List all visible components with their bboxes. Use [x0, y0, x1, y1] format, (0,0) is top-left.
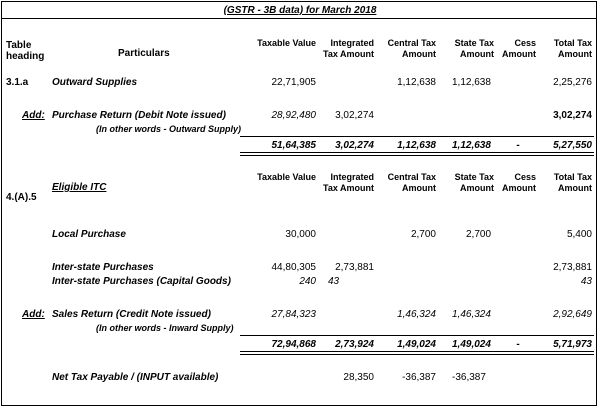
net-tax-label: Net Tax Payable / (INPUT available)	[52, 372, 219, 383]
add-label-1: Add:	[22, 110, 45, 121]
local-total: 5,400	[566, 229, 592, 240]
outward-sgst: 1,12,638	[452, 77, 491, 88]
interstate-label: Inter-state Purchases	[52, 262, 154, 273]
outward-supplies-label: Outward Supplies	[52, 77, 138, 88]
col2-cess: Cess Amount	[502, 172, 536, 193]
interstate-cg-igst: 43	[328, 276, 340, 287]
net-cgst: -36,387	[402, 372, 436, 383]
section1-subtotal-igst: 3,02,274	[335, 140, 374, 151]
section1-subtotal-rule	[240, 136, 594, 137]
section1-subtotal-cess: -	[516, 140, 520, 151]
purchase-return-total: 3,02,274	[553, 110, 592, 121]
interstate-total: 2,73,881	[553, 262, 592, 273]
title-divider	[1, 18, 597, 19]
purchase-return-taxable: 28,92,480	[271, 110, 316, 121]
interstate-cg-total: 43	[580, 276, 592, 287]
col-state-tax: State Tax Amount	[454, 38, 494, 59]
col-central-tax: Central Tax Amount	[387, 38, 436, 59]
section2-double-rule	[240, 351, 594, 355]
interstate-cg-label: Inter-state Purchases (Capital Goods)	[52, 276, 231, 287]
interstate-taxable: 44,80,305	[271, 262, 316, 273]
col2-taxable-value: Taxable Value	[257, 172, 316, 182]
section1-subtotal-taxable: 51,64,385	[271, 140, 316, 151]
col-cess: Cess Amount	[502, 38, 536, 59]
particulars-label: Particulars	[118, 48, 170, 59]
col2-state-tax: State Tax Amount	[454, 172, 494, 193]
sales-return-sgst: 1,46,324	[452, 309, 491, 320]
local-sgst: 2,700	[466, 229, 492, 240]
section2-code: 4.(A).5	[6, 192, 37, 203]
section1-double-rule	[240, 152, 594, 156]
interstate-cg-taxable: 240	[299, 276, 316, 287]
section2-subtotal-rule	[240, 335, 594, 336]
section1-subtotal-total: 5,27,550	[553, 140, 592, 151]
section1-code: 3.1.a	[6, 77, 29, 88]
col2-total-tax: Total Tax Amount	[553, 172, 592, 193]
section2-subtotal-cess: -	[516, 339, 520, 350]
sales-return-total: 2,92,649	[553, 309, 592, 320]
purchase-return-note: (In other words - Outward Supply)	[96, 124, 241, 134]
section2-subtotal-igst: 2,73,924	[335, 339, 374, 350]
purchase-return-igst: 3,02,274	[335, 110, 374, 121]
col-integrated-tax: Integrated Tax Amount	[323, 38, 374, 59]
outward-total: 2,25,276	[553, 77, 592, 88]
sales-return-note: (In other words - Inward Supply)	[96, 323, 234, 333]
section1-subtotal-sgst: 1,12,638	[452, 140, 491, 151]
col2-central-tax: Central Tax Amount	[387, 172, 436, 193]
net-sgst: -36,387	[452, 372, 486, 383]
report-title: (GSTR - 3B data) for March 2018	[223, 5, 377, 16]
col2-integrated-tax: Integrated Tax Amount	[323, 172, 374, 193]
interstate-igst: 2,73,881	[335, 262, 374, 273]
sales-return-cgst: 1,46,324	[397, 309, 436, 320]
net-igst: 28,350	[343, 372, 374, 383]
purchase-return-label: Purchase Return (Debit Note issued)	[52, 110, 226, 121]
table-heading-label: Table heading	[6, 40, 45, 62]
local-cgst: 2,700	[410, 229, 436, 240]
add-label-2: Add:	[22, 309, 45, 320]
col-taxable-value: Taxable Value	[257, 38, 316, 48]
local-taxable: 30,000	[285, 229, 316, 240]
section2-subtotal-cgst: 1,49,024	[397, 339, 436, 350]
local-purchase-label: Local Purchase	[52, 229, 126, 240]
section2-subtotal-sgst: 1,49,024	[452, 339, 491, 350]
section2-subtotal-total: 5,71,973	[553, 339, 592, 350]
section1-subtotal-cgst: 1,12,638	[397, 140, 436, 151]
section2-subtotal-taxable: 72,94,868	[271, 339, 316, 350]
outward-taxable: 22,71,905	[271, 77, 316, 88]
outward-cgst: 1,12,638	[397, 77, 436, 88]
sales-return-label: Sales Return (Credit Note issued)	[52, 309, 211, 320]
col-total-tax: Total Tax Amount	[553, 38, 592, 59]
sales-return-taxable: 27,84,323	[271, 309, 316, 320]
eligible-itc-label: Eligible ITC	[52, 182, 107, 193]
